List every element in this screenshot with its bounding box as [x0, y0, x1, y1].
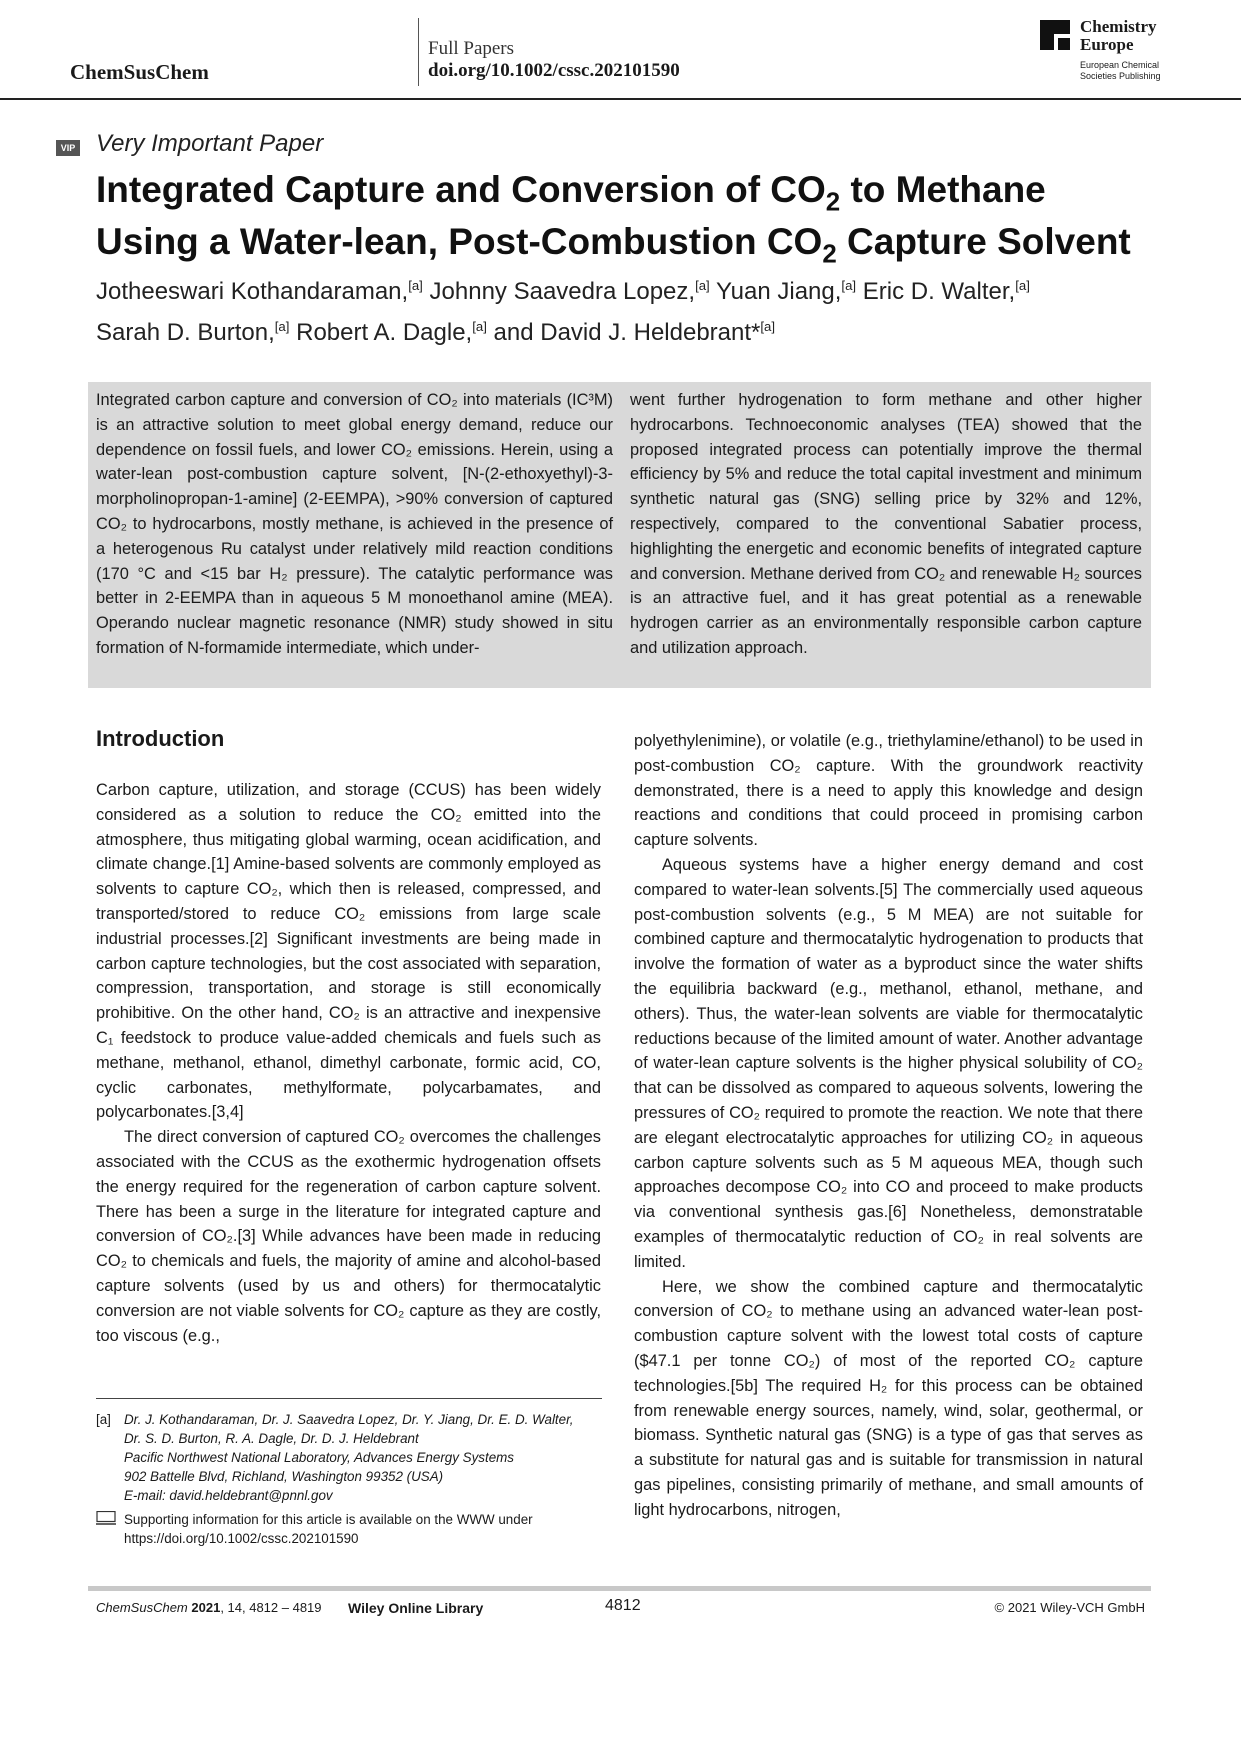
chemistry-europe-logo-icon [1040, 20, 1070, 50]
article-type: Full Papers [428, 38, 515, 59]
footer-bar [88, 1586, 1151, 1591]
section-heading-introduction: Introduction [96, 726, 225, 751]
footnote-rule [96, 1398, 602, 1399]
vip-label: Very Important Paper [96, 130, 324, 157]
supporting-info-text: Supporting information for this article is available on the WWW under [124, 1512, 533, 1527]
wiley-online-library-link[interactable]: Wiley Online Library [348, 1600, 484, 1616]
intro-paragraph: The direct conversion of captured CO₂ overcomes the challenges associated with the CCUS as the exothermic hydrogenation offsets the energy required for the regeneration of carbon capture solvent. There has been a surge in the literature for integrated capture and conversion of CO₂.[3] While advances have been made in reducing CO₂ to chemicals and fuels, the majority of amine and alcohol-based capture solvents (used by us and others) for thermocatalytic conversion are not viable solvents for CO₂ capture as they are costly, too viscous (e.g., [96, 1128, 601, 1345]
body-right-column [634, 729, 1143, 1523]
supporting-info-link[interactable]: https://doi.org/10.1002/cssc.202101590 [124, 1531, 359, 1546]
logo-name: Chemistry Europe [1080, 17, 1157, 54]
footer-citation: ChemSusChem 2021, 14, 4812 – 4819 [96, 1600, 322, 1615]
intro-paragraph: polyethylenimine), or volatile (e.g., triethylamine/ethanol) to be used in post-combustion CO₂ capture. With the groundwork reactivity demonstrated, there is a need to apply this knowledge and design reactions and conditions that could proceed in promising carbon capture solvents. [634, 732, 1143, 850]
intro-paragraph: Aqueous systems have a higher energy demand and cost compared to water-lean solvents.[5] The commercially used aqueous post-combustion solvents (e.g., 5 M MEA) are not suitable for combined capture and thermocatalytic hydrogenation to products that involve the formation of water as a byproduct since the water shifts the equilibria backward (e.g., methanol, ethanol, methane, and others). Thus, the water-lean solvents are viable for thermocatalytic reductions because of the limited amount of water. Another advantage of water-lean capture solvents is the higher physical solubility of CO₂ that can be dissolved as compared to aqueous solvents, lowering the pressures of CO₂ required to promote the reaction. We note that there are elegant electrocatalytic approaches for utilizing CO₂ in aqueous carbon capture solvents such as 5 M aqueous MEA, though such approaches decompose CO₂ into CO and proceed to make products via conventional synthesis gas.[6] Nonetheless, demonstratable examples of thermocatalytic reduction of CO₂ in real solvents are limited. [634, 855, 1143, 1271]
computer-icon [96, 1511, 116, 1525]
abstract-box [88, 382, 1151, 688]
header-rule [0, 98, 1241, 100]
affiliation-footnote [96, 1410, 606, 1505]
chemistry-europe-logo [1040, 18, 1190, 88]
affiliation-line: Dr. J. Kothandaraman, Dr. J. Saavedra Lopez, Dr. Y. Jiang, Dr. E. D. Walter, [124, 1412, 574, 1427]
body-left-column [96, 778, 601, 1348]
journal-name: ChemSusChem [70, 60, 209, 84]
author-email[interactable]: E-mail: david.heldebrant@pnnl.gov [124, 1488, 333, 1503]
copyright: © 2021 Wiley-VCH GmbH [994, 1600, 1145, 1615]
abstract-left: Integrated carbon capture and conversion of CO₂ into materials (IC³M) is an attractive solution to meet global energy demand, reduce our dependence on fossil fuels, and lower CO₂ emissions. Herein, using a water-lean post-combustion capture solvent, [N-(2-ethoxyethyl)-3-morpholinopropan-1-amine] (2-EEMPA), >90% conversion of captured CO₂ to hydrocarbons, mostly methane, is achieved in the presence of a heterogenous Ru catalyst under relatively mild reaction conditions (170 °C and <15 bar H₂ pressure). The catalytic performance was better in 2-EEMPA than in aqueous 5 M monoethanol amine (MEA). Operando nuclear magnetic resonance (NMR) study showed in situ formation of N-formamide intermediate, which under- [96, 391, 613, 657]
affiliation-line: Pacific Northwest National Laboratory, Advances Energy Systems [124, 1450, 514, 1465]
vip-badge: VIP [56, 140, 80, 156]
affiliation-line: 902 Battelle Blvd, Richland, Washington 99352 (USA) [124, 1469, 444, 1484]
logo-subtitle: European Chemical Societies Publishing [1080, 60, 1161, 81]
doi-link[interactable]: doi.org/10.1002/cssc.202101590 [428, 60, 680, 81]
header-divider [418, 18, 419, 86]
intro-paragraph: Here, we show the combined capture and thermocatalytic conversion of CO₂ to methane using an advanced water-lean post-combustion capture solvent with the lowest total costs of capture ($47.1 per tonne CO₂) of most of the reported CO₂ capture technologies.[5b] The required H₂ for this process can be obtained from renewable energy sources, namely, wind, solar, geothermal, or biomass. Synthetic natural gas (SNG) is a type of gas that serves as a substitute for natural gas and is suitable for transmission in natural gas pipelines, consisting primarily of methane, and small amounts of light hydrocarbons, nitrogen, [634, 1277, 1143, 1519]
abstract-right: went further hydrogenation to form methane and other higher hydrocarbons. Technoeconomic analyses (TEA) showed that the proposed integrated process can potentially improve the thermal efficiency by 5% and reduce the total capital investment and minimum synthetic natural gas (SNG) selling price by 32% and 12%, respectively, compared to the conventional Sabatier process, highlighting the energetic and economic benefits of integrated capture and conversion. Methane derived from CO₂ and renewable H₂ sources is an attractive fuel, and it has great potential as a renewable hydrogen carrier as an environmentally responsible carbon capture and utilization approach. [630, 391, 1142, 657]
affiliation-tag: [a] [96, 1412, 111, 1427]
supporting-info-note [96, 1510, 606, 1548]
affiliation-line: Dr. S. D. Burton, R. A. Dagle, Dr. D. J. Heldebrant [124, 1431, 419, 1446]
intro-paragraph: Carbon capture, utilization, and storage (CCUS) has been widely considered as a solution to reduce the CO₂ emitted into the atmosphere, thus mitigating global warming, ocean acidification, and climate change.[1] Amine-based solvents are commonly employed as solvents to capture CO₂, which then is released, compressed, and transported/stored to reduce CO₂ emissions from large scale industrial processes.[2] Significant investments are being made in carbon capture technologies, but the cost associated with separation, compression, transportation, and storage is still economically prohibitive. On the other hand, CO₂ is an attractive and inexpensive C₁ feedstock to produce value-added chemicals and fuels such as methane, methanol, ethanol, dimethyl carbonate, formic acid, CO, cyclic carbonates, methylformate, polycarbamates, and polycarbonates.[3,4] [96, 781, 601, 1122]
article-title: Integrated Capture and Conversion of $CO_2$ to Methane Using a Water-lean, Post-Combustion $CO_2$ Capture Solvent [96, 169, 1131, 269]
author-list: Jotheeswari Kothandaraman,[a] Johnny Saavedra Lopez,[a] Yuan Jiang,[a] Eric D. Walter,[a] Sarah D. Burton,[a] Robert A. Dagle,[a] and David J. Heldebrant*[a] [96, 278, 1030, 346]
page-number: 4812 [605, 1597, 641, 1614]
